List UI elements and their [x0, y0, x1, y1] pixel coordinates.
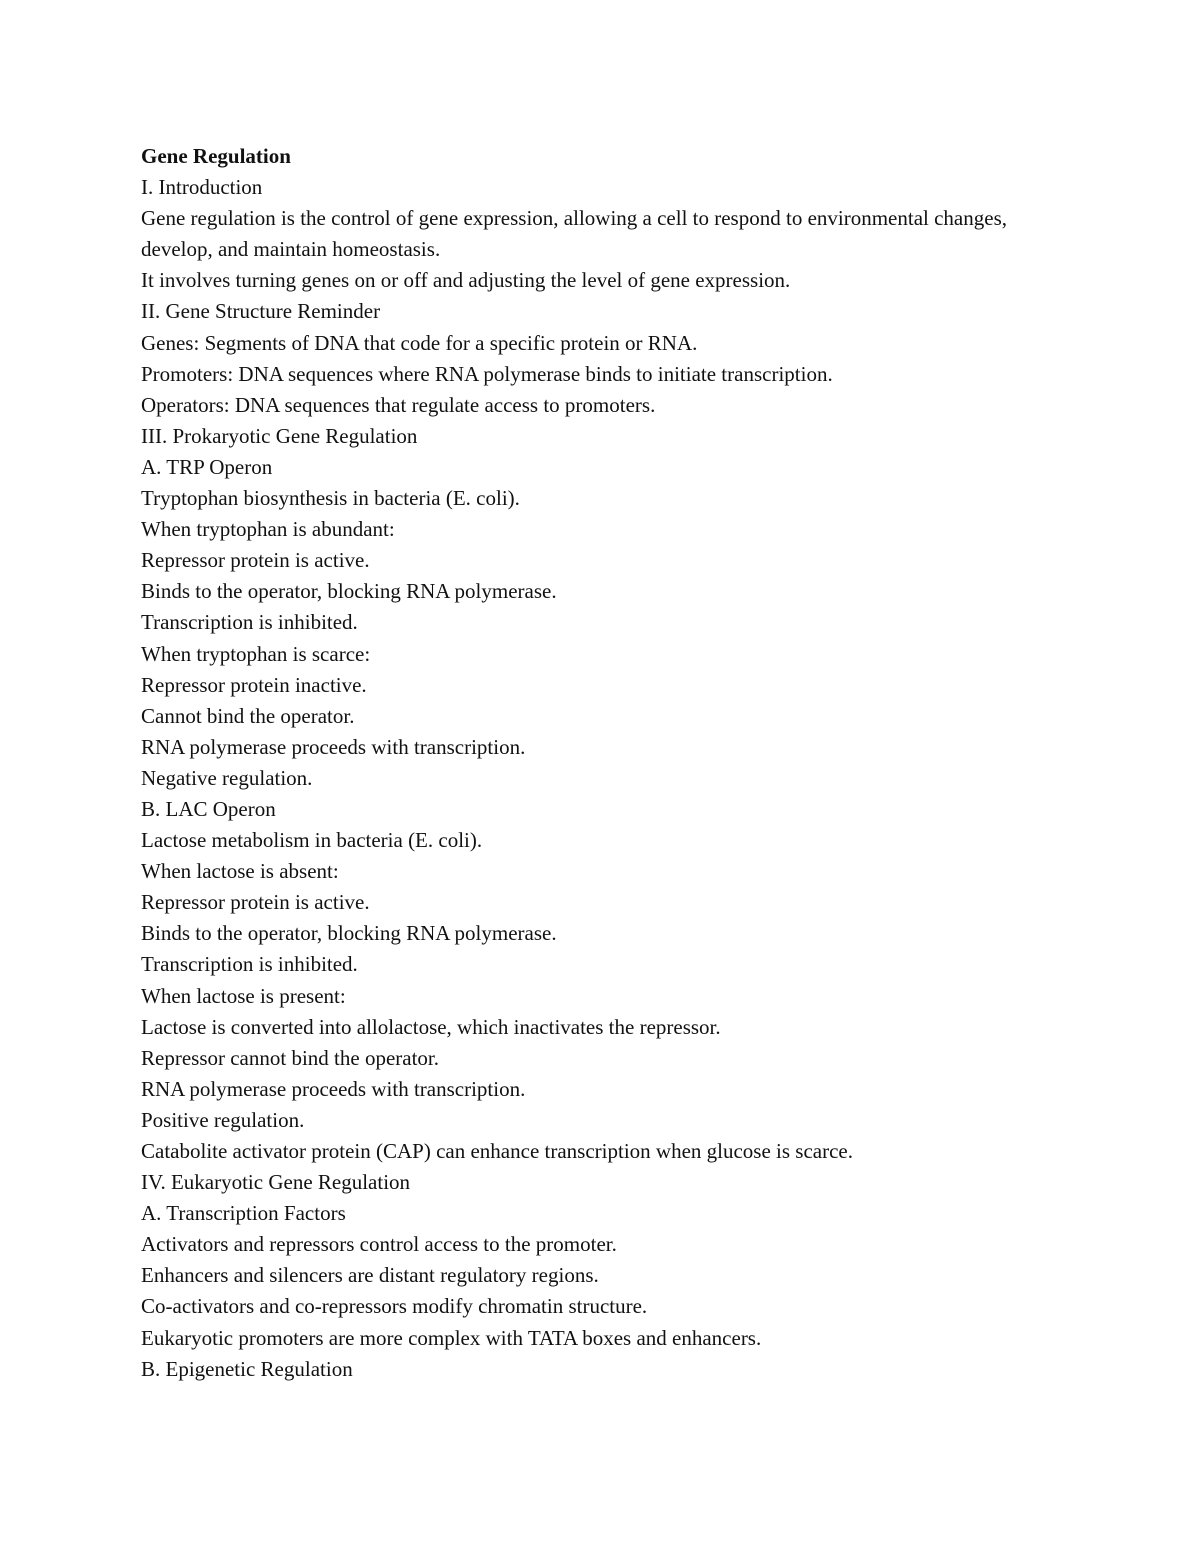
paragraph-line: Lactose is converted into allolactose, which inactivates the repressor. [141, 1014, 721, 1039]
paragraph-line: Positive regulation. [141, 1107, 305, 1132]
paragraph-line: Co-activators and co-repressors modify chromatin structure. [141, 1294, 648, 1319]
subsection-heading: B. LAC Operon [141, 796, 276, 821]
paragraph-line: Binds to the operator, blocking RNA polymerase. [141, 921, 557, 946]
paragraph-line: Repressor protein is active. [141, 548, 370, 573]
paragraph-line: Genes: Segments of DNA that code for a specific protein or RNA. [141, 330, 698, 355]
paragraph-line: Gene regulation is the control of gene expression, allowing a cell to respond to environmental changes, develop, and maintain homeostasis. [141, 206, 1007, 262]
paragraph-line: Tryptophan biosynthesis in bacteria (E. coli). [141, 486, 520, 511]
paragraph-line: Repressor protein inactive. [141, 672, 367, 697]
section-heading: IV. Eukaryotic Gene Regulation [141, 1170, 411, 1195]
paragraph-line: RNA polymerase proceeds with transcription. [141, 734, 526, 759]
paragraph-line: Repressor protein is active. [141, 890, 370, 915]
paragraph-line: Eukaryotic promoters are more complex with TATA boxes and enhancers. [141, 1325, 762, 1350]
paragraph-line: Promoters: DNA sequences where RNA polymerase binds to initiate transcription. [141, 361, 833, 386]
paragraph-line: When lactose is present: [141, 983, 346, 1008]
paragraph-line: Negative regulation. [141, 765, 313, 790]
section-heading: II. Gene Structure Reminder [141, 299, 381, 324]
paragraph-line: Catabolite activator protein (CAP) can enhance transcription when glucose is scarce. [141, 1139, 853, 1163]
paragraph-line: When tryptophan is abundant: [141, 517, 395, 542]
paragraph-line: When lactose is absent: [141, 859, 339, 884]
section-heading: III. Prokaryotic Gene Regulation [141, 423, 418, 448]
paragraph-line: Lactose metabolism in bacteria (E. coli). [141, 828, 483, 853]
paragraph-line: Transcription is inhibited. [141, 952, 358, 977]
paragraph-line: RNA polymerase proceeds with transcription. [141, 1076, 526, 1101]
paragraph-line: Binds to the operator, blocking RNA polymerase. [141, 579, 557, 604]
subsection-heading: B. Epigenetic Regulation [141, 1356, 353, 1381]
paragraph-line: Transcription is inhibited. [141, 610, 358, 635]
document-title: Gene Regulation [141, 144, 291, 168]
paragraph-line: Activators and repressors control access to the promoter. [141, 1232, 617, 1257]
document-body [141, 141, 1061, 1385]
paragraph-line: It involves turning genes on or off and adjusting the level of gene expression. [141, 268, 791, 293]
subsection-heading: A. TRP Operon [141, 454, 273, 479]
paragraph-line: Cannot bind the operator. [141, 703, 355, 728]
section-heading: I. Introduction [141, 175, 263, 200]
paragraph-line: When tryptophan is scarce: [141, 641, 371, 666]
paragraph-line: Operators: DNA sequences that regulate access to promoters. [141, 392, 656, 417]
paragraph-line: Enhancers and silencers are distant regulatory regions. [141, 1263, 599, 1288]
paragraph-line: Repressor cannot bind the operator. [141, 1045, 439, 1070]
subsection-heading: A. Transcription Factors [141, 1201, 346, 1226]
